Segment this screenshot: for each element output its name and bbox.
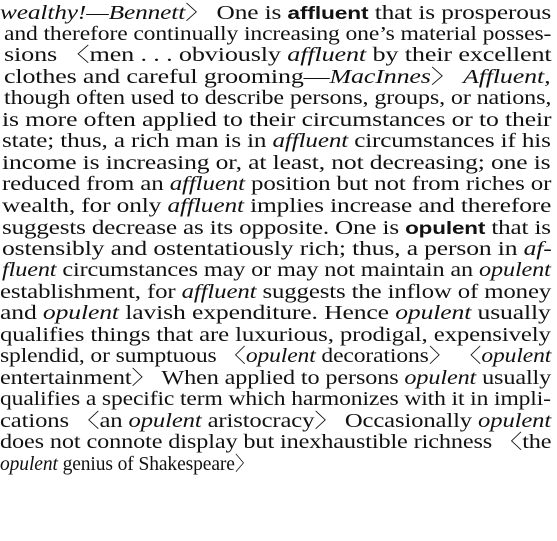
italic-term: opulent (404, 367, 477, 389)
text-run: establishment, for (0, 281, 182, 303)
text-run: and therefore continually increasing one’s material posses- (4, 23, 552, 45)
text-line (4, 88, 551, 110)
italic-term: affluent (181, 281, 257, 303)
italic-term: affluent (169, 174, 245, 195)
italic-term: opulent (128, 410, 202, 432)
text-run: wealth, for only (2, 195, 168, 217)
text-run: sions 〈men . . . obviously (4, 45, 288, 66)
text-run: suggests the inflow of money (256, 281, 552, 303)
italic-term: opulent (478, 260, 551, 281)
text-line (2, 131, 551, 153)
text-run: 〉 (430, 66, 463, 88)
text-run: entertainment〉 When applied to persons (0, 367, 405, 389)
italic-term: Affluent, (462, 66, 551, 88)
text-line (0, 454, 254, 476)
text-run: qualifies things that are luxurious, prodigal, expensively (0, 324, 551, 346)
italic-term: opulent (0, 453, 58, 475)
text-line (4, 67, 550, 89)
text-line (0, 432, 551, 454)
text-run: position but not from riches or (244, 174, 552, 195)
text-line (2, 239, 552, 261)
text-line (0, 303, 551, 325)
text-run: does not connote display but inexhaustible richness 〈the (0, 432, 552, 453)
text-run: splendid, or sumptuous 〈 (0, 346, 246, 367)
text-run: implies increase and therefore (243, 195, 552, 217)
text-line (0, 411, 551, 433)
italic-term: opulent (42, 303, 119, 324)
italic-term: af- (523, 238, 552, 260)
text-run: aristocracy〉 Occasionally (201, 410, 479, 432)
headword: affluent (287, 3, 369, 23)
text-line (0, 389, 551, 411)
text-line (0, 2, 551, 24)
text-line (2, 153, 551, 175)
italic-term: wealthy!—Bennett (0, 3, 186, 24)
text-run: and (0, 303, 43, 324)
text-line (0, 282, 551, 304)
text-run: though often used to describe persons, groups, or nations, (4, 88, 552, 109)
text-line (0, 325, 551, 347)
text-run: income is increasing or, at least, not decreasing; one is (2, 152, 551, 174)
text-run: decorations〉 〈 (315, 346, 482, 367)
text-line (2, 196, 551, 218)
text-run: 〉 One is (185, 3, 288, 24)
text-run: usually (471, 303, 551, 324)
text-run: by their excellent (366, 45, 552, 66)
text-line (2, 110, 551, 132)
italic-term: affluent (287, 45, 367, 66)
italic-term: opulent (478, 410, 552, 432)
headword: opulent (405, 218, 486, 238)
text-run: state; thus, a rich man is in (2, 131, 273, 152)
italic-term: affluent (272, 131, 349, 152)
text-run: ostensibly and ostentatiously rich; thus, a person in (2, 238, 524, 260)
text-line (2, 217, 551, 239)
text-run: that is (485, 218, 551, 239)
text-run: lavish expenditure. Hence (118, 303, 396, 324)
text-run: is more often applied to their circumstances or to their (2, 109, 552, 131)
text-run: genius of Shakespeare〉 (57, 453, 255, 475)
text-run: circumstances may or may not maintain an (56, 260, 479, 281)
italic-term: affluent (167, 195, 244, 217)
italic-term: opulent (245, 346, 316, 367)
italic-term: opulent (395, 303, 472, 324)
text-run: qualifies a specific term which harmonizes with it in impli- (0, 389, 551, 410)
text-run: that is prosperous (368, 3, 552, 24)
text-run: cations 〈an (0, 410, 129, 432)
text-line (0, 368, 551, 390)
text-run: suggests decrease as its opposite. One is (2, 218, 406, 239)
text-run: reduced from an (2, 174, 170, 195)
text-line (4, 24, 551, 46)
text-line (4, 45, 552, 67)
text-run: clothes and careful grooming— (4, 66, 330, 88)
text-line (2, 174, 551, 196)
text-run: circumstances if his (348, 131, 551, 152)
italic-term: opulent (481, 346, 552, 367)
text-line (0, 346, 551, 368)
text-run: usually (476, 367, 552, 389)
italic-term: fluent (2, 260, 57, 281)
italic-term: MacInnes (329, 66, 431, 88)
text-line (2, 260, 551, 282)
